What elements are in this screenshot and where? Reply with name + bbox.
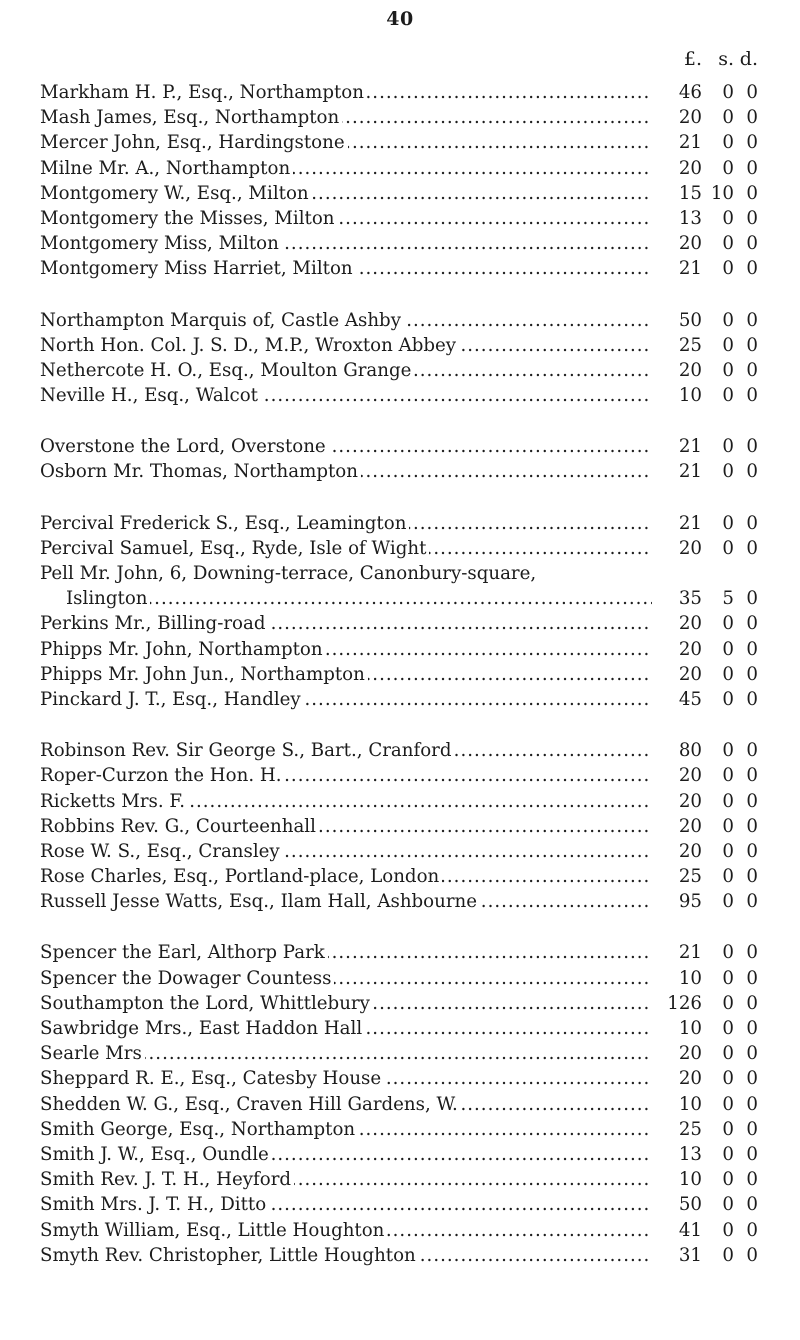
shillings-amount: 0 [722, 967, 734, 989]
pounds-amount: 50 [678, 1194, 702, 1216]
shillings-amount: 0 [722, 866, 734, 888]
shillings-amount: 0 [722, 663, 734, 685]
pence-amount: 0 [746, 866, 758, 888]
subscriber-name-text: North Hon. Col. J. S. D., M.P., Wroxton Abbey [40, 335, 459, 356]
subscriber-row [40, 1142, 758, 1167]
pounds-amount: 50 [678, 309, 702, 331]
subscriber-name-text: Pinckard J. T., Esq., Handley [40, 689, 304, 710]
pounds-amount: 20 [678, 1068, 702, 1090]
shillings-amount: 0 [722, 1244, 734, 1266]
subscriber-row [40, 763, 758, 788]
shillings-amount: 0 [722, 1169, 734, 1191]
subscriber-name-text: Mash James, Esq., Northampton [40, 107, 342, 128]
subscriber-name-text: Neville H., Esq., Walcot [40, 385, 261, 406]
pounds-amount: 20 [678, 233, 702, 255]
subscriber-name [40, 105, 652, 130]
subscriber-name [40, 1218, 652, 1243]
pence-amount: 0 [746, 1194, 758, 1216]
subscriber-name-text: Spencer the Earl, Althorp Park [40, 942, 328, 963]
subscriber-list [40, 80, 758, 1268]
subscriber-name [40, 1092, 652, 1117]
subscriber-name-text: Rose W. S., Esq., Cransley [40, 841, 283, 862]
shillings-amount: 0 [722, 1219, 734, 1241]
letter-group [40, 511, 758, 713]
subscriber-name-text: Montgomery the Misses, Milton [40, 208, 338, 229]
pounds-column-header: £. [683, 48, 702, 70]
shillings-column-header: s. [718, 48, 734, 70]
subscriber-name-text: Milne Mr. A., Northampton [40, 158, 293, 179]
pounds-amount: 13 [678, 1143, 702, 1165]
pounds-amount: 21 [678, 512, 702, 534]
subscriber-name [40, 358, 652, 383]
subscriber-row [40, 231, 758, 256]
subscriber-name-text: Robbins Rev. G., Courteenhall [40, 816, 319, 837]
shillings-amount: 0 [722, 107, 734, 129]
subscriber-name-text: Montgomery W., Esq., Milton [40, 183, 312, 204]
subscriber-name [40, 181, 652, 206]
subscriber-name [40, 1167, 652, 1192]
subscriber-name [40, 231, 652, 256]
pence-amount: 0 [746, 840, 758, 862]
shillings-amount: 0 [722, 891, 734, 913]
shillings-amount: 0 [722, 436, 734, 458]
subscriber-name [40, 1142, 652, 1167]
letter-group [40, 434, 758, 484]
subscriber-row [40, 1016, 758, 1041]
subscriber-name [40, 991, 652, 1016]
subscriber-name [40, 1117, 652, 1142]
shillings-amount: 0 [722, 334, 734, 356]
subscriber-name-text: Smith Rev. J. T. H., Heyford [40, 1169, 294, 1190]
shillings-amount: 0 [722, 765, 734, 787]
pounds-amount: 10 [678, 1169, 702, 1191]
pounds-amount: 45 [678, 688, 702, 710]
shillings-amount: 0 [722, 1018, 734, 1039]
subscriber-name [40, 864, 652, 889]
shillings-amount: 0 [722, 258, 734, 280]
subscriber-name [40, 308, 652, 333]
subscriber-row [40, 358, 758, 383]
subscriber-row [40, 1167, 758, 1192]
subscriber-name-text: Osborn Mr. Thomas, Northampton [40, 461, 361, 482]
subscriber-row [40, 434, 758, 459]
pounds-amount: 20 [678, 537, 702, 559]
subscriber-name-text: Spencer the Dowager Countess [40, 968, 334, 989]
shillings-amount: 0 [722, 537, 734, 559]
shillings-amount: 0 [722, 233, 734, 255]
subscriber-name [40, 156, 652, 181]
subscriber-name [40, 637, 652, 662]
pence-amount: 0 [746, 663, 758, 685]
pence-amount: 0 [746, 461, 758, 483]
shillings-amount: 0 [722, 1093, 734, 1115]
subscriber-name [40, 383, 652, 408]
subscriber-name [40, 738, 652, 763]
shillings-amount: 0 [722, 207, 734, 229]
pounds-amount: 10 [678, 1093, 702, 1115]
pence-amount: 0 [746, 359, 758, 381]
currency-header [40, 48, 758, 76]
subscriber-name [40, 206, 652, 231]
pounds-amount: 20 [678, 107, 702, 129]
subscriber-row [40, 586, 758, 611]
subscriber-name [40, 814, 652, 839]
shillings-amount: 0 [722, 1068, 734, 1090]
pence-amount: 0 [746, 1043, 758, 1065]
subscriber-row [40, 1092, 758, 1117]
pence-amount: 0 [746, 385, 758, 407]
pounds-amount: 20 [678, 663, 702, 685]
shillings-amount: 0 [722, 1143, 734, 1165]
pounds-amount: 21 [678, 258, 702, 280]
shillings-amount: 0 [722, 815, 734, 837]
subscriber-row [40, 637, 758, 662]
pence-amount: 0 [746, 891, 758, 913]
shillings-amount: 0 [722, 942, 734, 964]
subscriber-row [40, 1117, 758, 1142]
subscriber-row [40, 889, 758, 914]
shillings-amount: 0 [722, 790, 734, 812]
pence-amount: 0 [746, 182, 758, 204]
pounds-amount: 20 [678, 815, 702, 837]
subscriber-name-text: Pell Mr. John, 6, Downing-terrace, Canonbury-square, [40, 563, 539, 584]
pounds-amount: 25 [678, 1118, 702, 1140]
pence-amount: 0 [746, 638, 758, 660]
subscriber-row [40, 940, 758, 965]
subscriber-name-text: Percival Frederick S., Esq., Leamington [40, 513, 409, 534]
pounds-amount: 31 [678, 1244, 702, 1266]
shillings-amount: 0 [722, 512, 734, 534]
pounds-amount: 20 [678, 840, 702, 862]
subscriber-name [40, 434, 652, 459]
subscriber-name-text: Overstone the Lord, Overstone [40, 436, 329, 457]
subscriber-row [40, 611, 758, 636]
pounds-amount: 10 [678, 385, 702, 407]
shillings-amount: 0 [722, 613, 734, 635]
shillings-amount: 0 [722, 688, 734, 710]
subscriber-name [40, 611, 652, 636]
pounds-amount: 20 [678, 157, 702, 179]
subscriber-name-text: Roper-Curzon the Hon. H. [40, 765, 285, 786]
subscriber-name-text: Nethercote H. O., Esq., Moulton Grange [40, 360, 414, 381]
subscriber-name [40, 561, 758, 586]
shillings-amount: 5 [722, 588, 734, 610]
subscriber-name-text: Robinson Rev. Sir George S., Bart., Cranford [40, 740, 455, 761]
pence-amount: 0 [746, 258, 758, 280]
subscriber-name [40, 789, 652, 814]
shillings-amount: 0 [722, 309, 734, 331]
pence-column-header: d. [739, 48, 758, 70]
pence-amount: 0 [746, 82, 758, 103]
pounds-amount: 25 [678, 334, 702, 356]
subscriber-row [40, 966, 758, 991]
pounds-amount: 20 [678, 613, 702, 635]
subscriber-name-text: Shedden W. G., Esq., Craven Hill Gardens, W. [40, 1094, 461, 1115]
subscriber-name-text: Montgomery Miss Harriet, Milton [40, 258, 356, 279]
subscriber-row [40, 105, 758, 130]
pence-amount: 0 [746, 588, 758, 610]
subscriber-name [40, 333, 652, 358]
subscriber-name [40, 839, 652, 864]
pence-amount: 0 [746, 1143, 758, 1165]
subscriber-row [40, 814, 758, 839]
pounds-amount: 126 [667, 992, 702, 1014]
pounds-amount: 20 [678, 638, 702, 660]
subscriber-name-text: Smith Mrs. J. T. H., Ditto [40, 1194, 269, 1215]
subscriber-row [40, 738, 758, 763]
subscriber-name [40, 687, 652, 712]
pounds-amount: 25 [678, 866, 702, 888]
pence-amount: 0 [746, 334, 758, 356]
subscriber-name-text: Islington [66, 588, 150, 609]
subscriber-name-text: Smith J. W., Esq., Oundle [40, 1144, 272, 1165]
shillings-amount: 0 [722, 461, 734, 483]
subscriber-row [40, 80, 758, 105]
pence-amount: 0 [746, 688, 758, 710]
subscriber-name [40, 130, 652, 155]
subscriber-name [40, 536, 652, 561]
letter-group [40, 738, 758, 914]
shillings-amount: 10 [710, 182, 734, 204]
subscriber-name [40, 662, 652, 687]
pence-amount: 0 [746, 790, 758, 812]
subscriber-row [40, 1218, 758, 1243]
subscriber-name-text: Mercer John, Esq., Hardingstone [40, 132, 348, 153]
pence-amount: 0 [746, 1244, 758, 1266]
subscriber-name-text: Southampton the Lord, Whittlebury [40, 993, 373, 1014]
subscriber-row [40, 459, 758, 484]
subscriber-name [40, 940, 652, 965]
subscriber-row [40, 156, 758, 181]
pounds-amount: 20 [678, 1043, 702, 1065]
subscriber-name-text: Phipps Mr. John, Northampton [40, 639, 326, 660]
subscriber-name [40, 763, 652, 788]
subscriber-row [40, 991, 758, 1016]
pounds-amount: 20 [678, 765, 702, 787]
subscriber-name-text: Smyth William, Esq., Little Houghton [40, 1220, 387, 1241]
subscriber-name-text: Sawbridge Mrs., East Haddon Hall [40, 1018, 365, 1039]
shillings-amount: 0 [722, 740, 734, 762]
subscriber-row [40, 383, 758, 408]
pence-amount: 0 [746, 512, 758, 534]
pence-amount: 0 [746, 537, 758, 559]
subscriber-row [40, 333, 758, 358]
pounds-amount: 21 [678, 942, 702, 964]
subscriber-name [40, 966, 652, 991]
subscriber-name [40, 256, 652, 281]
subscriber-row [40, 1243, 758, 1268]
subscriber-row [40, 181, 758, 206]
subscriber-name [40, 1016, 652, 1041]
pence-amount: 0 [746, 765, 758, 787]
pounds-amount: 21 [678, 461, 702, 483]
pounds-amount: 10 [678, 1018, 702, 1039]
subscriber-name-text: Markham H. P., Esq., Northampton [40, 82, 367, 103]
subscriber-name-text: Northampton Marquis of, Castle Ashby [40, 310, 404, 331]
pounds-amount: 20 [678, 359, 702, 381]
subscriber-name-text: Perkins Mr., Billing-road [40, 613, 268, 634]
pounds-amount: 21 [678, 132, 702, 154]
subscriber-name-text: Searle Mrs [40, 1043, 145, 1064]
pounds-amount: 20 [678, 790, 702, 812]
pence-amount: 0 [746, 436, 758, 458]
subscriber-row [40, 1192, 758, 1217]
page-number: 40 [386, 8, 414, 30]
subscriber-row [40, 256, 758, 281]
pence-amount: 0 [746, 233, 758, 255]
subscriber-name-text: Smyth Rev. Christopher, Little Houghton [40, 1245, 419, 1266]
subscriber-row [40, 1066, 758, 1091]
subscriber-name-text: Percival Samuel, Esq., Ryde, Isle of Wight [40, 538, 429, 559]
pence-amount: 0 [746, 309, 758, 331]
subscriber-name [40, 1192, 652, 1217]
pounds-amount: 95 [678, 891, 702, 913]
subscriber-name [40, 889, 652, 914]
shillings-amount: 0 [722, 385, 734, 407]
pence-amount: 0 [746, 1068, 758, 1090]
pounds-amount: 35 [678, 588, 702, 610]
subscriber-name-text: Smith George, Esq., Northampton [40, 1119, 358, 1140]
pence-amount: 0 [746, 942, 758, 964]
pounds-amount: 13 [678, 207, 702, 229]
letter-group [40, 308, 758, 409]
subscriber-name [40, 80, 652, 105]
shillings-amount: 0 [722, 1118, 734, 1140]
pence-amount: 0 [746, 132, 758, 154]
shillings-amount: 0 [722, 359, 734, 381]
pence-amount: 0 [746, 157, 758, 179]
pence-amount: 0 [746, 1169, 758, 1191]
pence-amount: 0 [746, 1093, 758, 1115]
subscriber-name [40, 1066, 652, 1091]
pence-amount: 0 [746, 815, 758, 837]
shillings-amount: 0 [722, 638, 734, 660]
shillings-amount: 0 [722, 132, 734, 154]
pounds-amount: 41 [678, 1219, 702, 1241]
letter-group [40, 80, 758, 282]
pence-amount: 0 [746, 613, 758, 635]
pence-amount: 0 [746, 1018, 758, 1039]
subscriber-row [40, 130, 758, 155]
shillings-amount: 0 [722, 840, 734, 862]
pence-amount: 0 [746, 1219, 758, 1241]
pence-amount: 0 [746, 967, 758, 989]
subscriber-row [40, 789, 758, 814]
subscriber-row [40, 864, 758, 889]
pounds-amount: 80 [678, 740, 702, 762]
pence-amount: 0 [746, 992, 758, 1014]
pounds-amount: 10 [678, 967, 702, 989]
subscriber-row [40, 308, 758, 333]
subscriber-name [40, 511, 652, 536]
pence-amount: 0 [746, 1118, 758, 1140]
subscriber-name-text: Russell Jesse Watts, Esq., Ilam Hall, Ashbourne [40, 891, 480, 912]
subscriber-name-text: Phipps Mr. John Jun., Northampton [40, 664, 368, 685]
subscriber-row [40, 687, 758, 712]
subscriber-row [40, 536, 758, 561]
subscriber-name-text: Rose Charles, Esq., Portland-place, London [40, 866, 442, 887]
pence-amount: 0 [746, 107, 758, 129]
pence-amount: 0 [746, 740, 758, 762]
pounds-amount: 21 [678, 436, 702, 458]
shillings-amount: 0 [722, 82, 734, 103]
pounds-amount: 46 [678, 82, 702, 103]
subscriber-row [40, 511, 758, 536]
subscriber-row [40, 206, 758, 231]
subscriber-name-text: Montgomery Miss, Milton [40, 233, 282, 254]
shillings-amount: 0 [722, 992, 734, 1014]
shillings-amount: 0 [722, 1194, 734, 1216]
pence-amount: 0 [746, 207, 758, 229]
subscriber-name-continuation [66, 586, 652, 611]
pounds-amount: 15 [678, 182, 702, 204]
shillings-amount: 0 [722, 157, 734, 179]
subscriber-name [40, 1243, 652, 1268]
subscriber-name-text: Ricketts Mrs. F. [40, 791, 188, 812]
subscriber-row [40, 561, 758, 586]
subscriber-name [40, 1041, 652, 1066]
shillings-amount: 0 [722, 1043, 734, 1065]
subscriber-row [40, 839, 758, 864]
letter-group [40, 940, 758, 1267]
subscriber-name-text: Sheppard R. E., Esq., Catesby House [40, 1068, 384, 1089]
subscriber-row [40, 1041, 758, 1066]
subscriber-name [40, 459, 652, 484]
subscriber-row [40, 662, 758, 687]
